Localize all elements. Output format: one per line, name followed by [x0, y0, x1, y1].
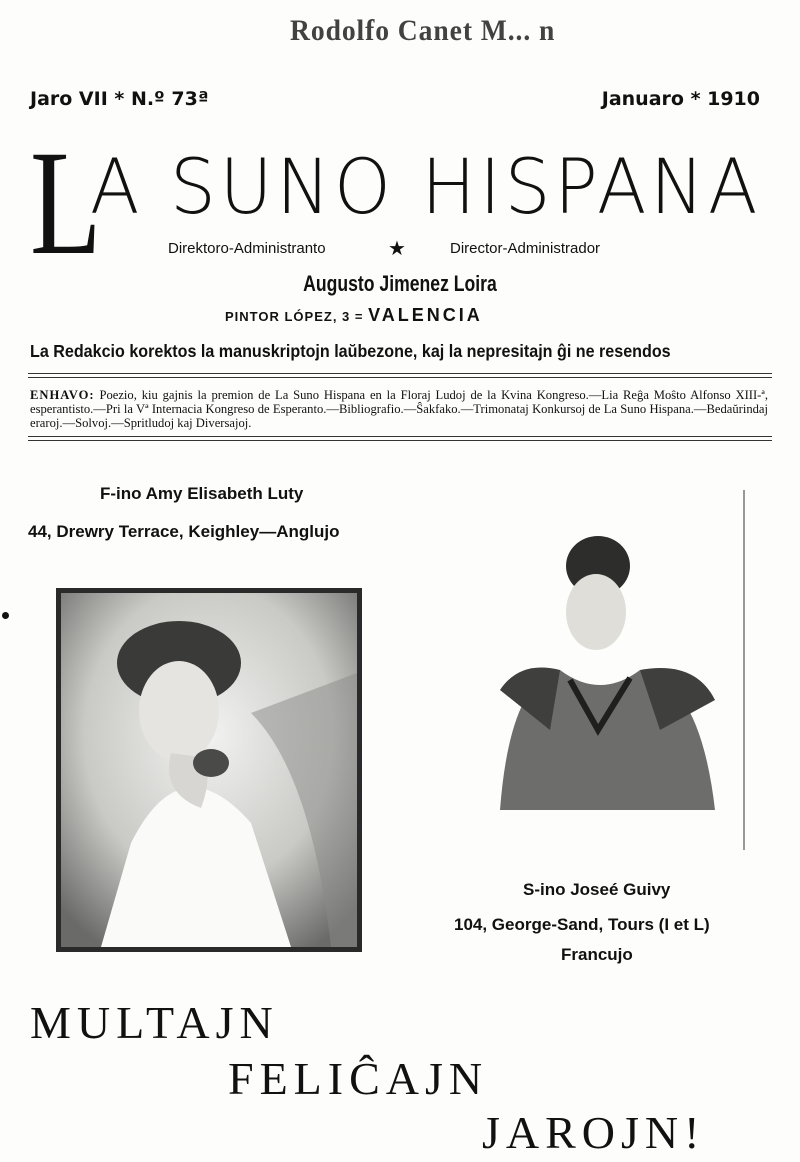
owner-stamp: Rodolfo Canet M... n — [290, 14, 556, 47]
greeting-line-2: FELIĈAJN — [228, 1053, 489, 1104]
divider — [28, 440, 772, 441]
greeting-line-3: JAROJN! — [482, 1107, 706, 1158]
portrait-photo-left — [56, 588, 362, 952]
divider — [28, 436, 772, 437]
issue-date: Januaro * 1910 — [601, 88, 760, 110]
masthead-initial: L — [30, 120, 102, 286]
director-label-esperanto: Direktoro-Administranto — [168, 240, 326, 257]
masthead-title: A SUNO HISPANA — [90, 142, 762, 231]
issue-number: Jaro VII * N.º 73ª — [30, 88, 209, 110]
divider — [28, 373, 772, 374]
editor-name: Augusto Jimenez Loira — [303, 271, 497, 296]
director-label-spanish: Director-Administrador — [450, 240, 601, 257]
editorial-notice: La Redakcio korektos la manuskriptojn laŭbezone, kaj la nepresitajn ĝi ne resendos — [30, 341, 671, 361]
portrait-right-address: 104, George-Sand, Tours (I et L) — [454, 915, 710, 934]
portrait-right-name: S-ino Joseé Guivy — [523, 880, 671, 899]
photo-edge — [743, 490, 745, 850]
star-icon: ★ — [388, 238, 406, 260]
address-separator: = — [354, 309, 364, 324]
address-street: PINTOR LÓPEZ, 3 — [225, 309, 351, 324]
contents-label: ENHAVO: — [30, 388, 95, 402]
portrait-photo-right — [480, 530, 730, 810]
portrait-left-name: F-ino Amy Elisabeth Luty — [100, 484, 304, 503]
portrait-right-country: Francujo — [561, 945, 633, 964]
contents-text: Poezio, kiu gajnis la premion de La Suno Hispana en la Floraj Ludoj de la Kvina Kongreso.—Lia Reĝa Moŝto Alfonso XIII-ª, esperantisto.—Pri la Vª Internacia Kongreso de Esperanto.—Bibliografio.—Ŝakfako.—Trimonataj Konkursoj de La Suno Hispana.—Bedaŭrindaj eraroj.—Solvoj.—Spritludoj kaj Diversajoj. — [30, 388, 768, 430]
editorial-address — [225, 305, 483, 326]
divider — [28, 377, 772, 378]
greeting-line-1: MULTAJN — [30, 997, 279, 1048]
address-city: VALENCIA — [368, 305, 483, 325]
table-of-contents — [30, 388, 768, 430]
portrait-left-address: 44, Drewry Terrace, Keighley—Anglujo — [28, 522, 340, 541]
ink-dot — [2, 612, 9, 619]
